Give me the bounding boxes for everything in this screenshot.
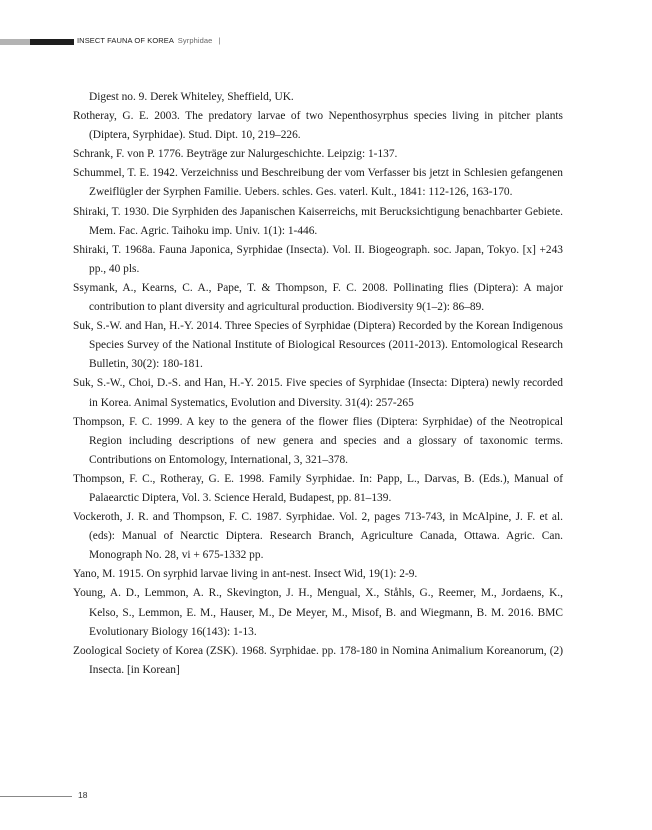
- reference-entry: Shiraki, T. 1968a. Fauna Japonica, Syrphidae (Insecta). Vol. II. Biogeograph. soc. Japan, Tokyo. [x] +243 pp., 40 pls.: [73, 243, 563, 275]
- footer-rule: [0, 796, 72, 797]
- reference-entry: Shiraki, T. 1930. Die Syrphiden des Japanischen Kaiserreichs, mit Berucksichtigung benachbarter Gebiete. Mem. Fac. Agric. Taihoku imp. Univ. 1(1): 1-446.: [73, 205, 563, 237]
- reference-entry: Yano, M. 1915. On syrphid larvae living in ant-nest. Insect Wid, 19(1): 2-9.: [73, 568, 418, 581]
- header-title: INSECT FAUNA OF KOREA: [77, 36, 174, 45]
- reference-entry: Rotheray, G. E. 2003. The predatory larvae of two Nepenthosyrphus species living in pitcher plants (Diptera, Syrphidae). Stud. Dipt. 10, 219–226.: [73, 110, 563, 142]
- header-bar-dark: [30, 39, 74, 45]
- reference-entry: Ssymank, A., Kearns, C. A., Pape, T. & Thompson, F. C. 2008. Pollinating flies (Diptera): A major contribution to plant diversity and agricultural production. Biodiversity 9(1–2): 86–89.: [73, 281, 563, 314]
- running-header: [0, 38, 260, 46]
- reference-list: [73, 88, 563, 680]
- reference-entry: Suk, S.-W., Choi, D.-S. and Han, H.-Y. 2015. Five species of Syrphidae (Insecta: Diptera) newly recorded in Korea. Animal Systematics, Evolution and Diversity. 31(4): 257-265: [73, 377, 563, 409]
- reference-entry: Schummel, T. E. 1942. Verzeichniss und Beschreibung der vom Verfasser bis jetzt in Schlesien gefangenen Zweiflügler der Syrphen Familie. Uebers. schles. Ges. vaterl. Kult., 1841: 112-126, 163-170.: [73, 167, 563, 199]
- reference-entry: Thompson, F. C., Rotheray, G. E. 1998. Family Syrphidae. In: Papp, L., Darvas, B. (Eds.), Manual of Palaearctic Diptera, Vol. 3. Science Herald, Budapest, pp. 81–139.: [73, 472, 563, 504]
- reference-entry: Young, A. D., Lemmon, A. R., Skevington, J. H., Mengual, X., Ståhls, G., Reemer, M., Jordaens, K., Kelso, S., Lemmon, E. M., Hauser, M., De Meyer, M., Misof, B. and Wiegmann, B. M. 2016. BMC Evolutionary Biology 16(143): 1-13.: [73, 587, 563, 638]
- header-separator: |: [218, 36, 221, 45]
- page-number: 18: [78, 790, 88, 800]
- header-bar-light: [0, 39, 30, 45]
- reference-entry: Digest no. 9. Derek Whiteley, Sheffield, UK.: [89, 91, 294, 103]
- reference-entry: Zoological Society of Korea (ZSK). 1968. Syrphidae. pp. 178-180 in Nomina Animalium Koreanorum, (2) Insecta. [in Korean]: [73, 644, 563, 676]
- reference-entry: Vockeroth, J. R. and Thompson, F. C. 1987. Syrphidae. Vol. 2, pages 713-743, in McAlpine, J. F. et al. (eds): Manual of Nearctic Diptera. Research Branch, Agriculture Canada, Ottawa. Agric. Can. Monograph No. 28, vi + 675-1332 pp.: [73, 511, 563, 562]
- reference-entry: Thompson, F. C. 1999. A key to the genera of the flower flies (Diptera: Syrphidae) of the Neotropical Region including descriptions of new genera and species and a glossary of taxonomic terms. Contributions on Entomology, International, 3, 321–378.: [73, 415, 563, 466]
- header-subtitle: Syrphidae: [177, 36, 213, 45]
- header-text: [77, 36, 221, 45]
- reference-entry: Schrank, F. von P. 1776. Beyträge zur Nalurgeschichte. Leipzig: 1-137.: [73, 148, 398, 161]
- reference-entry: Suk, S.-W. and Han, H.-Y. 2014. Three Species of Syrphidae (Diptera) Recorded by the Korean Indigenous Species Survey of the National Institute of Biological Resources (2011-2013). Entomological Research Bulletin, 30(2): 180-181.: [73, 320, 563, 371]
